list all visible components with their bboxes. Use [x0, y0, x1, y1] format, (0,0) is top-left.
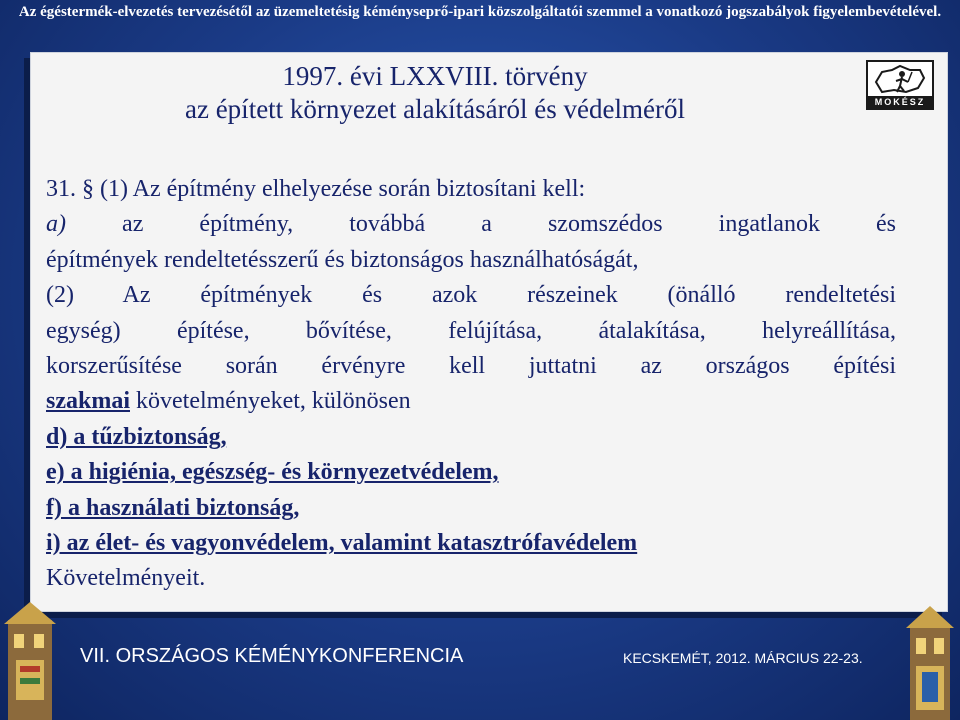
item-e-hygiene: e) a higiénia, egészség- és környezetvédelem, — [46, 459, 499, 486]
chimney-sweep-icon — [872, 64, 928, 98]
paragraph-31-1: 31. § (1) Az építmény elhelyezése során biztosítani kell: — [46, 176, 586, 202]
paragraph-a-text: az építmény, továbbá a szomszédos ingatlanok és — [66, 211, 896, 238]
paragraph-2-line-4 — [46, 384, 896, 419]
item-d-fire-safety: d) a tűzbiztonság, — [46, 423, 227, 450]
logo-label: MOKÉSZ — [868, 96, 932, 108]
item-i-protection: i) az élet- és vagyonvédelem, valamint katasztrófavédelem — [46, 530, 638, 557]
paragraph-a-line-2: építmények rendeltetésszerű és biztonságos használhatóságát, — [46, 246, 639, 273]
header-banner: Az égéstermék-elvezetés tervezésétől az üzemeltetésig kéményseprő-ipari közszolgáltatói szemmel a vonatkozó jogszabályok figyelembevételével. — [18, 4, 942, 20]
paragraph-2-line-2: egység) építése, bővítése, felújítása, átalakítása, helyreállítása, — [46, 317, 896, 344]
closing-word: Követelményeit. — [46, 565, 206, 592]
paragraph-2-line-3: korszerűsítése során érvényre kell juttatni az országos építési — [46, 353, 896, 380]
right-building-decoration — [902, 600, 958, 720]
law-text — [46, 172, 896, 597]
left-building-decoration — [2, 600, 58, 720]
item-a-marker: a) — [46, 211, 66, 238]
title-line-1: 1997. évi LXXVIII. törvény — [282, 61, 588, 91]
requirements-text: követelményeket, különösen — [130, 388, 411, 415]
paragraph-a-line-1 — [46, 207, 896, 242]
item-f-usage-safety: f) a használati biztonság, — [46, 494, 300, 521]
underlined-szakmai: szakmai — [46, 388, 130, 415]
mokesz-logo — [866, 60, 934, 110]
conference-name: VII. ORSZÁGOS KÉMÉNYKONFERENCIA — [80, 645, 464, 667]
slide-title — [40, 60, 830, 126]
conference-date: KECSKEMÉT, 2012. MÁRCIUS 22-23. — [623, 650, 863, 666]
title-line-2: az épített környezet alakításáról és védelméről — [184, 94, 685, 124]
paragraph-2-line-1: (2) Az építmények és azok részeinek (önálló rendeltetési — [46, 282, 896, 309]
